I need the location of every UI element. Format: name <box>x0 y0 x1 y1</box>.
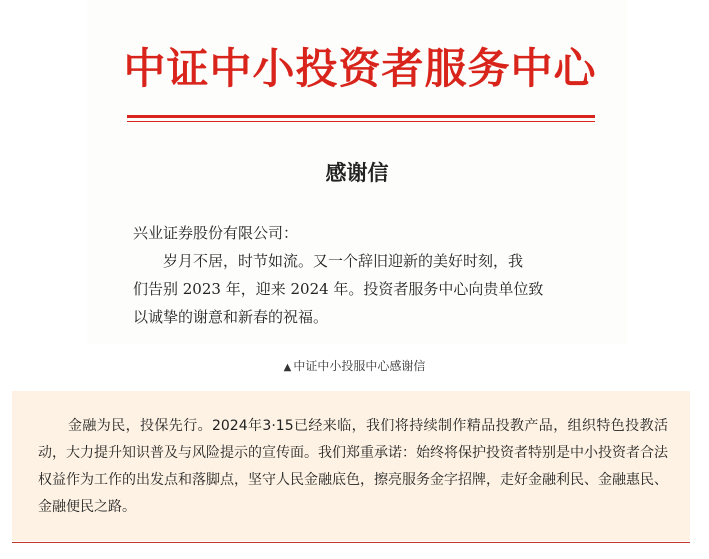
letter-salutation: 兴业证券股份有限公司： <box>133 224 299 242</box>
letter-header: 中证中小投资者服务中心 <box>123 44 597 93</box>
image-caption <box>0 357 709 374</box>
highlight-paragraph: 金融为民，投保先行。2024年3·15已经来临，我们将持续制作精品投教产品，组织特色投教活动，大力提升知识普及与风险提示的宣传面。我们郑重承诺：始终将保护投资者特别是中小投资者合法权益作为工作的出发点和落脚点，坚守人民金融底色，擦亮服务金字招牌，走好金融利民、金融惠民、金融便民之路。 <box>38 418 668 515</box>
header-rule-thick <box>127 115 595 118</box>
letter-line: 以诚挚的谢意和新春的祝福。 <box>133 308 329 326</box>
thank-you-letter-image <box>87 0 627 344</box>
letter-line: 们告别 2023 年，迎来 2024 年。投资者服务中心向贵单位致 <box>133 280 544 298</box>
header-rule-thin <box>127 121 595 122</box>
letter-title: 感谢信 <box>325 160 389 185</box>
caption-text: 中证中小投服中心感谢信 <box>293 359 426 373</box>
bottom-divider <box>12 542 690 543</box>
triangle-up-icon: ▲ <box>283 362 292 373</box>
letter-body <box>133 219 595 331</box>
highlight-box <box>12 391 690 541</box>
letter-line: 岁月不居，时节如流。又一个辞旧迎新的美好时刻，我 <box>163 252 524 270</box>
